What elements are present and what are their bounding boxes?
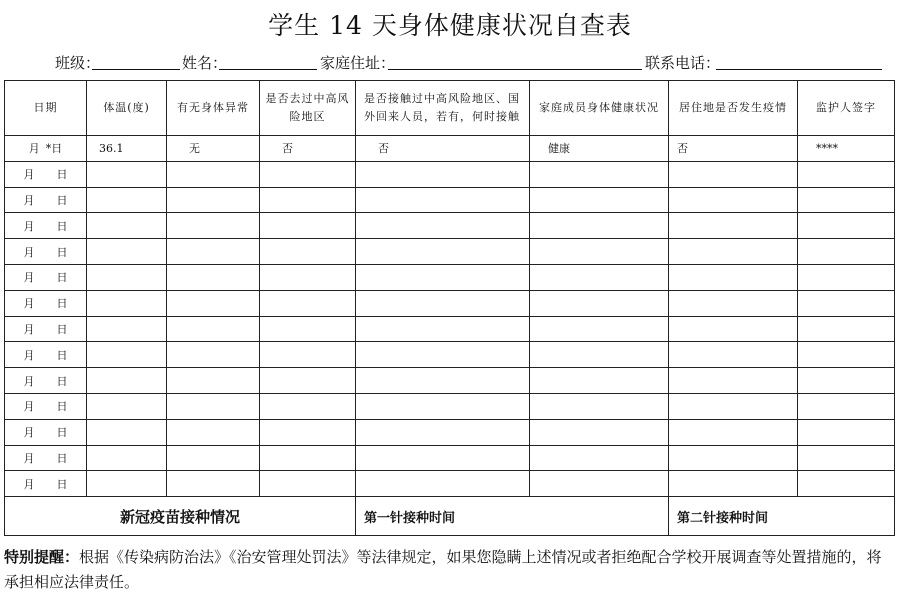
family-health-cell[interactable] <box>530 342 669 368</box>
date-cell[interactable] <box>5 342 87 368</box>
contact-cell[interactable] <box>356 445 530 471</box>
date-day: *日 <box>45 142 63 156</box>
temperature-cell[interactable] <box>87 393 167 419</box>
first-dose-label: 第一针接种时间 <box>356 497 669 536</box>
risk-area-cell[interactable] <box>260 445 356 471</box>
signature-cell[interactable] <box>798 290 895 316</box>
signature-cell[interactable]: **** <box>798 136 895 162</box>
epidemic-cell[interactable] <box>669 368 798 394</box>
address-field[interactable] <box>388 69 642 70</box>
date-day: 日 <box>56 400 68 414</box>
epidemic-cell[interactable] <box>669 239 798 265</box>
signature-cell[interactable] <box>798 342 895 368</box>
header-contact: 是否接触过中高风险地区、国外回来人员，若有，何时接触 <box>356 81 530 136</box>
date-day: 日 <box>56 426 68 440</box>
date-cell[interactable] <box>5 187 87 213</box>
date-day: 日 <box>56 477 68 491</box>
abnormal-cell[interactable] <box>167 393 260 419</box>
contact-cell[interactable] <box>356 316 530 342</box>
date-cell[interactable] <box>5 445 87 471</box>
contact-cell[interactable] <box>356 264 530 290</box>
risk-area-cell[interactable] <box>260 239 356 265</box>
date-month: 月 <box>23 322 35 336</box>
date-cell[interactable] <box>5 264 87 290</box>
temperature-cell[interactable] <box>87 471 167 497</box>
special-reminder <box>4 545 896 595</box>
family-health-cell[interactable] <box>530 445 669 471</box>
signature-cell[interactable] <box>798 368 895 394</box>
name-field[interactable] <box>219 69 317 70</box>
signature-cell[interactable] <box>798 316 895 342</box>
abnormal-cell[interactable] <box>167 471 260 497</box>
risk-area-cell[interactable] <box>260 471 356 497</box>
epidemic-cell[interactable] <box>669 342 798 368</box>
family-health-cell[interactable] <box>530 161 669 187</box>
epidemic-cell[interactable] <box>669 471 798 497</box>
risk-area-cell[interactable] <box>260 419 356 445</box>
date-month: 月 <box>23 374 35 388</box>
temperature-cell[interactable] <box>87 419 167 445</box>
risk-area-cell[interactable] <box>260 290 356 316</box>
abnormal-cell[interactable] <box>167 161 260 187</box>
abnormal-cell[interactable] <box>167 316 260 342</box>
family-health-cell[interactable]: 健康 <box>530 136 669 162</box>
abnormal-cell[interactable] <box>167 239 260 265</box>
signature-cell[interactable] <box>798 471 895 497</box>
abnormal-cell[interactable] <box>167 342 260 368</box>
family-health-cell[interactable] <box>530 290 669 316</box>
header-temperature: 体温(度) <box>87 81 167 136</box>
family-health-cell[interactable] <box>530 213 669 239</box>
table-row <box>5 213 895 239</box>
header-family-health: 家庭成员身体健康状况 <box>530 81 669 136</box>
table-row <box>5 445 895 471</box>
phone-field[interactable] <box>716 69 882 70</box>
table-row <box>5 393 895 419</box>
header-row <box>5 81 895 136</box>
contact-cell[interactable] <box>356 368 530 394</box>
signature-cell[interactable] <box>798 161 895 187</box>
date-month: 月 <box>23 400 35 414</box>
contact-cell[interactable] <box>356 290 530 316</box>
date-day: 日 <box>56 451 68 465</box>
date-month: 月 <box>23 193 35 207</box>
epidemic-cell[interactable] <box>669 445 798 471</box>
signature-cell[interactable] <box>798 239 895 265</box>
header-date: 日期 <box>5 81 87 136</box>
family-health-cell[interactable] <box>530 264 669 290</box>
abnormal-cell[interactable] <box>167 187 260 213</box>
risk-area-cell[interactable]: 否 <box>260 136 356 162</box>
date-month: 月 <box>23 271 35 285</box>
date-cell[interactable] <box>5 136 87 162</box>
address-label: 家庭住址： <box>320 54 396 72</box>
table-row <box>5 187 895 213</box>
table-row <box>5 316 895 342</box>
page-title: 学生 14 天身体健康状况自查表 <box>268 11 632 40</box>
family-health-cell[interactable] <box>530 393 669 419</box>
date-month: 月 <box>23 245 35 259</box>
temperature-cell[interactable] <box>87 161 167 187</box>
signature-cell[interactable] <box>798 264 895 290</box>
signature-cell[interactable] <box>798 445 895 471</box>
abnormal-cell[interactable] <box>167 368 260 394</box>
date-day: 日 <box>56 374 68 388</box>
student-info <box>0 50 900 74</box>
temperature-cell[interactable] <box>87 368 167 394</box>
table-row <box>5 136 895 162</box>
risk-area-cell[interactable] <box>260 264 356 290</box>
temperature-cell[interactable] <box>87 264 167 290</box>
date-day: 日 <box>56 271 68 285</box>
epidemic-cell[interactable] <box>669 264 798 290</box>
contact-cell[interactable] <box>356 187 530 213</box>
contact-cell[interactable] <box>356 419 530 445</box>
reminder-text: 根据《传染病防治法》《治安管理处罚法》等法律规定，如果您隐瞒上述情况或者拒绝配合学校开展调查等处置措施的，将承担相应法律责任。 <box>4 548 882 591</box>
risk-area-cell[interactable] <box>260 368 356 394</box>
epidemic-cell[interactable] <box>669 290 798 316</box>
family-health-cell[interactable] <box>530 316 669 342</box>
header-epidemic: 居住地是否发生疫情 <box>669 81 798 136</box>
date-month: 月 <box>23 477 35 491</box>
date-day: 日 <box>56 297 68 311</box>
abnormal-cell[interactable] <box>167 419 260 445</box>
date-cell[interactable] <box>5 419 87 445</box>
date-month: 月 <box>23 426 35 440</box>
table-row <box>5 239 895 265</box>
epidemic-cell[interactable] <box>669 213 798 239</box>
abnormal-cell[interactable] <box>167 290 260 316</box>
contact-cell[interactable] <box>356 471 530 497</box>
epidemic-cell[interactable] <box>669 187 798 213</box>
abnormal-cell[interactable] <box>167 213 260 239</box>
date-day: 日 <box>56 348 68 362</box>
family-health-cell[interactable] <box>530 419 669 445</box>
date-cell[interactable] <box>5 213 87 239</box>
temperature-cell[interactable] <box>87 445 167 471</box>
contact-cell[interactable] <box>356 342 530 368</box>
date-month: 月 <box>23 219 35 233</box>
class-field[interactable] <box>92 69 180 70</box>
temperature-cell[interactable] <box>87 213 167 239</box>
table-row <box>5 161 895 187</box>
table-row <box>5 290 895 316</box>
risk-area-cell[interactable] <box>260 393 356 419</box>
contact-cell[interactable] <box>356 213 530 239</box>
reminder-prefix: 特别提醒： <box>4 548 80 566</box>
vaccine-row <box>5 497 895 536</box>
header-abnormal: 有无身体异常 <box>167 81 260 136</box>
epidemic-cell[interactable]: 否 <box>669 136 798 162</box>
epidemic-cell[interactable] <box>669 419 798 445</box>
date-cell[interactable] <box>5 161 87 187</box>
date-cell[interactable] <box>5 290 87 316</box>
risk-area-cell[interactable] <box>260 187 356 213</box>
signature-cell[interactable] <box>798 213 895 239</box>
header-risk-area: 是否去过中高风险地区 <box>260 81 356 136</box>
date-month: 月 <box>28 142 40 156</box>
table-row <box>5 342 895 368</box>
family-health-cell[interactable] <box>530 471 669 497</box>
table-row <box>5 264 895 290</box>
health-table <box>4 80 895 536</box>
risk-area-cell[interactable] <box>260 342 356 368</box>
epidemic-cell[interactable] <box>669 393 798 419</box>
temperature-cell[interactable] <box>87 316 167 342</box>
phone-label: 联系电话： <box>645 54 721 72</box>
temperature-cell[interactable] <box>87 290 167 316</box>
header-signature: 监护人签字 <box>798 81 895 136</box>
abnormal-cell[interactable] <box>167 264 260 290</box>
date-cell[interactable] <box>5 368 87 394</box>
vaccine-label: 新冠疫苗接种情况 <box>5 497 356 536</box>
contact-cell[interactable] <box>356 239 530 265</box>
family-health-cell[interactable] <box>530 187 669 213</box>
contact-cell[interactable] <box>356 161 530 187</box>
date-cell[interactable] <box>5 239 87 265</box>
temperature-cell[interactable]: 36.1 <box>87 136 167 162</box>
date-day: 日 <box>56 322 68 336</box>
class-label: 班级： <box>55 54 101 72</box>
risk-area-cell[interactable] <box>260 161 356 187</box>
table-row <box>5 368 895 394</box>
date-day: 日 <box>56 168 68 182</box>
date-month: 月 <box>23 348 35 362</box>
date-cell[interactable] <box>5 471 87 497</box>
signature-cell[interactable] <box>798 419 895 445</box>
contact-cell[interactable] <box>356 393 530 419</box>
signature-cell[interactable] <box>798 393 895 419</box>
date-day: 日 <box>56 245 68 259</box>
family-health-cell[interactable] <box>530 239 669 265</box>
temperature-cell[interactable] <box>87 187 167 213</box>
name-label: 姓名： <box>182 54 228 72</box>
abnormal-cell[interactable] <box>167 445 260 471</box>
date-day: 日 <box>56 193 68 207</box>
date-cell[interactable] <box>5 316 87 342</box>
second-dose-label: 第二针接种时间 <box>669 497 895 536</box>
date-cell[interactable] <box>5 393 87 419</box>
date-day: 日 <box>56 219 68 233</box>
epidemic-cell[interactable] <box>669 316 798 342</box>
family-health-cell[interactable] <box>530 368 669 394</box>
date-month: 月 <box>23 168 35 182</box>
temperature-cell[interactable] <box>87 342 167 368</box>
table-row <box>5 471 895 497</box>
risk-area-cell[interactable] <box>260 213 356 239</box>
risk-area-cell[interactable] <box>260 316 356 342</box>
contact-cell[interactable]: 否 <box>356 136 530 162</box>
epidemic-cell[interactable] <box>669 161 798 187</box>
date-month: 月 <box>23 451 35 465</box>
temperature-cell[interactable] <box>87 239 167 265</box>
date-month: 月 <box>23 297 35 311</box>
signature-cell[interactable] <box>798 187 895 213</box>
table-row <box>5 419 895 445</box>
abnormal-cell[interactable]: 无 <box>167 136 260 162</box>
